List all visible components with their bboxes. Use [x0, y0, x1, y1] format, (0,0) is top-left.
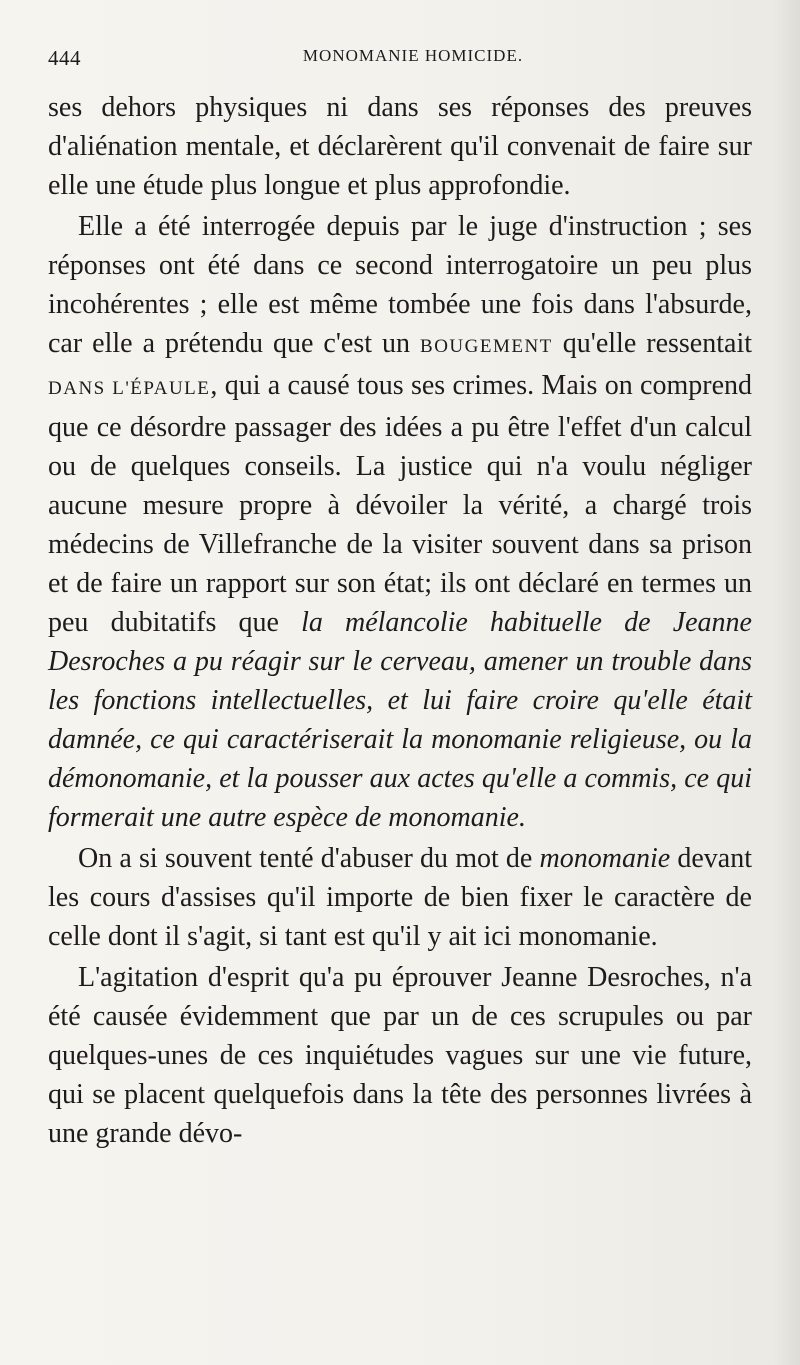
page-header [48, 46, 748, 76]
spine-shadow [774, 0, 800, 1365]
paragraph-2 [48, 207, 752, 837]
paragraph-3-part-b: devant les cours d'assises qu'il importe de bien fixer le caractère de celle dont il s'agit, si tant est qu'il y ait ici monomanie. [48, 843, 752, 952]
paragraph-1: ses dehors physiques ni dans ses réponses des preuves d'aliénation mentale, et déclarèrent qu'il convenait de faire sur elle une étude plus longue et plus approfondie. [48, 92, 752, 201]
page-number: 444 [48, 46, 81, 70]
paragraph-2-part-a: Elle a été interrogée depuis par le juge d'instruction ; ses réponses ont été dans ce second interrogatoire un peu plus incohérentes ; elle est même tombée une fois dans l'absurde, car elle a prétendu que c'est un [48, 211, 752, 359]
small-caps-epaule: DANS L'ÉPAULE [48, 378, 211, 399]
paragraph-3 [48, 839, 752, 956]
paragraph-2-part-c: , qui a causé tous ses crimes. Mais on comprend que ce désordre passager des idées a pu être l'effet d'un calcul ou de quelques conseils. La justice qui n'a voulu négliger aucune mesure propre à dévoiler la vérité, a chargé trois médecins de Villefranche de la visiter souvent dans sa prison et de faire un rapport sur son état; ils ont déclaré en termes un peu dubitatifs que [48, 370, 752, 638]
paragraph-3-part-a: On a si souvent tenté d'abuser du mot de [78, 843, 540, 874]
italic-monomanie: monomanie [539, 843, 671, 874]
paragraph-4: L'agitation d'esprit qu'a pu éprouver Jeanne Desroches, n'a été causée évidemment que par un de ces scrupules ou par quelques-unes de ces inquiétudes vagues sur une vie future, qui se placent quelquefois dans la tête des personnes livrées à une grande dévo- [48, 962, 752, 1149]
page-body [48, 88, 752, 1153]
paragraph-2-part-b: qu'elle ressentait [552, 328, 753, 359]
italic-quotation: la mélancolie habituelle de Jeanne Desroches a pu réagir sur le cerveau, amener un trouble dans les fonctions intellectuelles, et lui faire croire qu'elle était damnée, ce qui caractériserait la monomanie religieuse, ou la démonomanie, et la pousser aux actes qu'elle a commis, ce qui formerait une autre espèce de monomanie. [48, 607, 752, 833]
running-title: MONOMANIE HOMICIDE. [302, 46, 524, 65]
small-caps-bougement: BOUGEMENT [420, 336, 553, 357]
